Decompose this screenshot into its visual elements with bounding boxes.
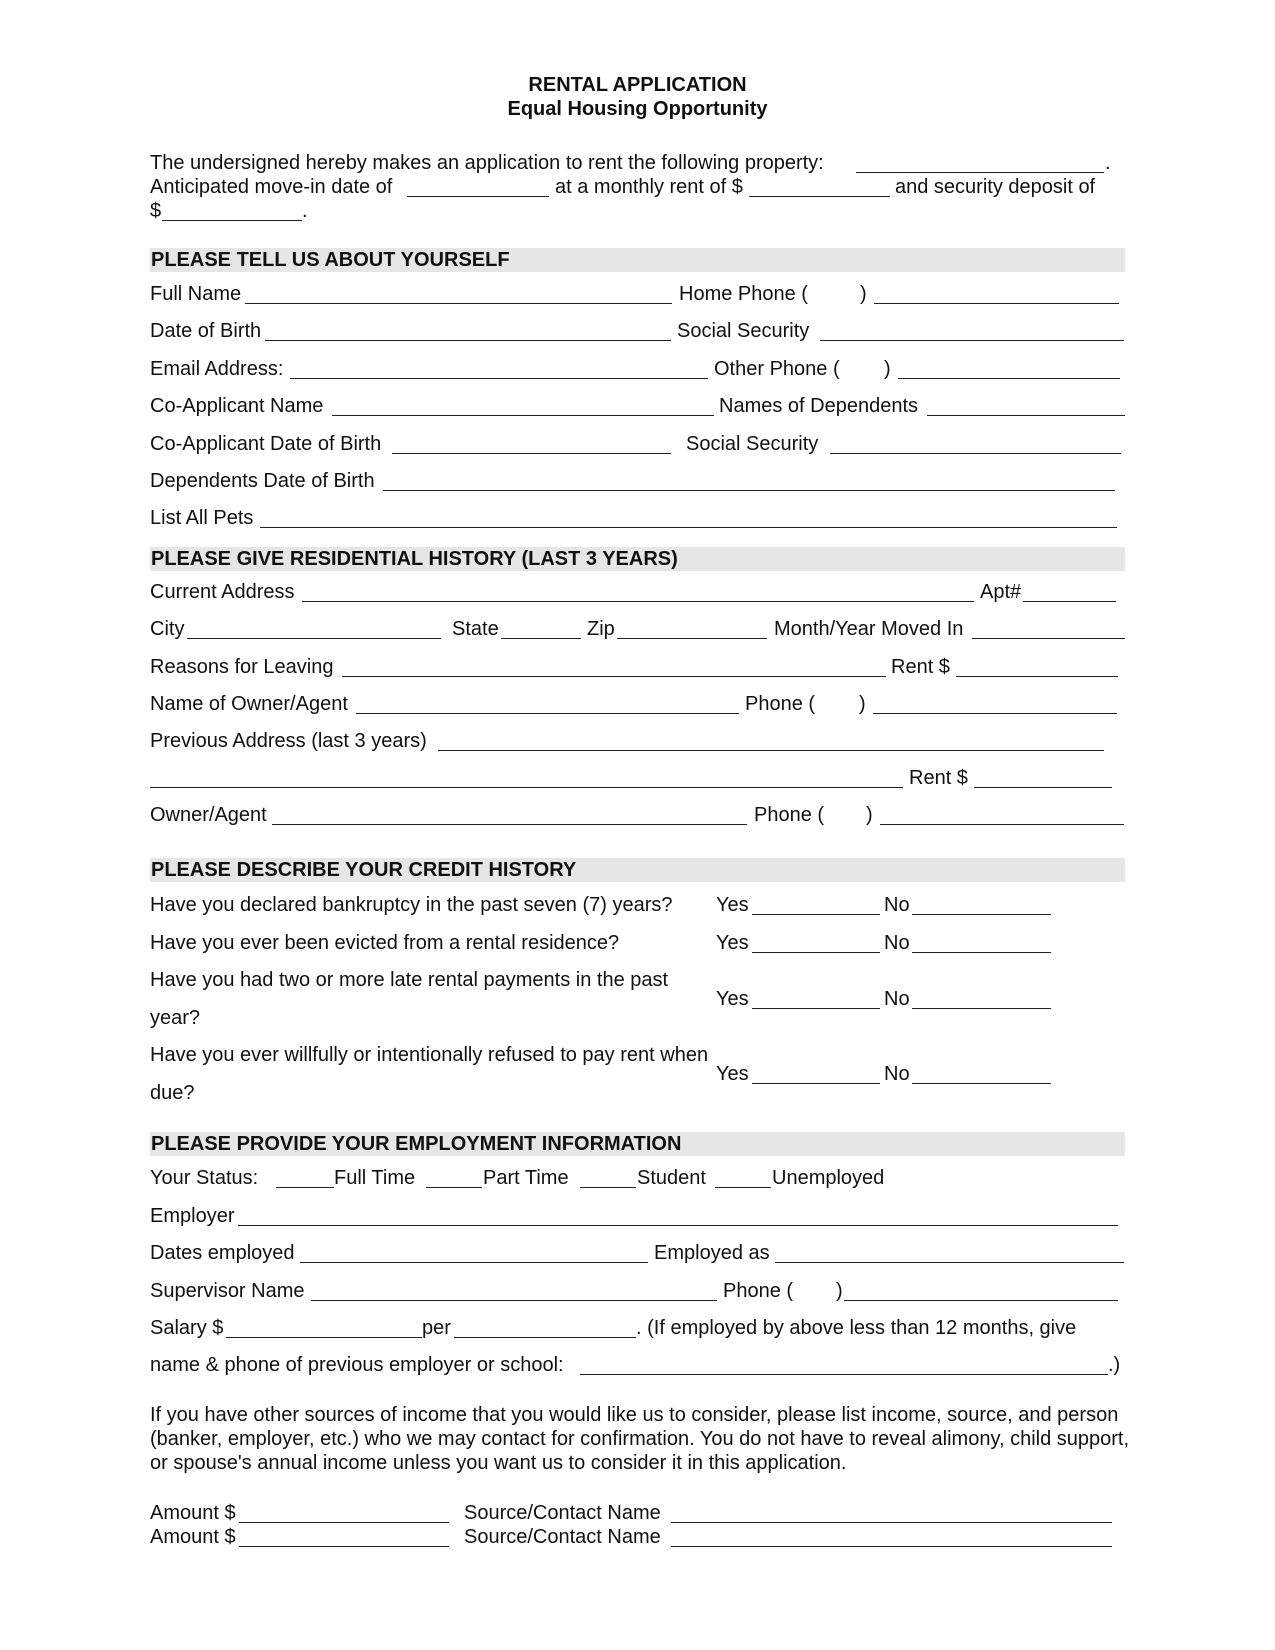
supervisor-phone-label: Phone (: [723, 1280, 794, 1302]
supervisor-field[interactable]: [311, 1300, 717, 1301]
refused-rent-yes-field[interactable]: [752, 1083, 880, 1084]
coapplicant-name-field[interactable]: [332, 415, 714, 416]
dependents-label: Names of Dependents: [719, 395, 919, 417]
owner-phone-field[interactable]: [873, 713, 1117, 714]
security-deposit-field[interactable]: [162, 220, 302, 221]
monthly-rent-label: at a monthly rent of $: [555, 176, 743, 198]
previous-address-field[interactable]: [438, 750, 1104, 751]
salary-field[interactable]: [226, 1337, 422, 1338]
previous-rent-field[interactable]: [974, 787, 1112, 788]
employed-as-field[interactable]: [775, 1262, 1124, 1263]
paren-close: ): [884, 358, 891, 380]
email-label: Email Address:: [150, 358, 284, 380]
city-label: City: [150, 618, 185, 640]
section-about-yourself: PLEASE TELL US ABOUT YOURSELF: [150, 248, 1125, 272]
paren-close: ): [860, 283, 867, 305]
section-credit-history: PLEASE DESCRIBE YOUR CREDIT HISTORY: [150, 858, 1125, 882]
coapplicant-name-label: Co-Applicant Name: [150, 395, 324, 417]
closing-paren: .): [1108, 1354, 1121, 1376]
ssn-field[interactable]: [820, 340, 1124, 341]
other-income-paragraph: If you have other sources of income that you would like us to consider, please list income, source, and person (banker, employer, etc.) who we may contact for confirmation. You do not have to reveal alimony, child support, or spouse's annual income unless you want us to consider it in this application.: [150, 1404, 1130, 1474]
bankruptcy-yes-field[interactable]: [752, 914, 880, 915]
yes-label: Yes: [716, 894, 749, 916]
previous-employer-field[interactable]: [580, 1374, 1108, 1375]
dependents-field[interactable]: [927, 415, 1125, 416]
unemployed-field[interactable]: [715, 1187, 771, 1188]
evicted-yes-field[interactable]: [752, 952, 880, 953]
no-label: No: [884, 894, 910, 916]
zip-field[interactable]: [617, 638, 767, 639]
no-label: No: [884, 932, 910, 954]
email-field[interactable]: [290, 378, 708, 379]
salary-label: Salary $: [150, 1317, 224, 1339]
source-1-field[interactable]: [671, 1522, 1112, 1523]
source-label: Source/Contact Name: [464, 1502, 661, 1524]
part-time-label: Part Time: [483, 1167, 569, 1189]
previous-address-label: Previous Address (last 3 years): [150, 730, 427, 752]
rent-field[interactable]: [956, 676, 1118, 677]
moved-in-field[interactable]: [972, 638, 1125, 639]
source-label: Source/Contact Name: [464, 1526, 661, 1548]
move-in-label: Anticipated move-in date of: [150, 176, 393, 198]
monthly-rent-field[interactable]: [749, 196, 890, 197]
credit-question-1: Have you declared bankruptcy in the past seven (7) years?: [150, 894, 673, 916]
paren-close: ): [859, 693, 866, 715]
coapplicant-dob-label: Co-Applicant Date of Birth: [150, 433, 382, 455]
apt-label: Apt#: [980, 581, 1022, 603]
amount-1-field[interactable]: [239, 1522, 449, 1523]
move-in-date-field[interactable]: [407, 196, 549, 197]
employed-as-label: Employed as: [654, 1242, 770, 1264]
paren-close: ): [836, 1280, 843, 1302]
student-field[interactable]: [580, 1187, 636, 1188]
city-field[interactable]: [187, 638, 441, 639]
period: .: [1105, 152, 1111, 174]
credit-question-4: Have you ever willfully or intentionally refused to pay rent when due?: [150, 1044, 709, 1104]
current-address-field[interactable]: [302, 601, 974, 602]
moved-in-label: Month/Year Moved In: [774, 618, 964, 640]
zip-label: Zip: [587, 618, 615, 640]
paren-close: ): [866, 804, 873, 826]
previous-owner-phone-label: Phone (: [754, 804, 825, 826]
dates-employed-label: Dates employed: [150, 1242, 295, 1264]
rent-label: Rent $: [891, 656, 950, 678]
reasons-field[interactable]: [342, 676, 886, 677]
supervisor-label: Supervisor Name: [150, 1280, 305, 1302]
late-payments-no-field[interactable]: [912, 1008, 1051, 1009]
credit-question-2: Have you ever been evicted from a rental residence?: [150, 932, 620, 954]
amount-label: Amount $: [150, 1502, 236, 1524]
no-label: No: [884, 988, 910, 1010]
home-phone-label: Home Phone (: [679, 283, 808, 305]
document-subtitle: Equal Housing Opportunity: [507, 98, 768, 120]
no-label: No: [884, 1063, 910, 1085]
unemployed-label: Unemployed: [772, 1167, 885, 1189]
owner-agent-name-label: Name of Owner/Agent: [150, 693, 348, 715]
other-phone-label: Other Phone (: [714, 358, 840, 380]
home-phone-field[interactable]: [874, 303, 1119, 304]
credit-question-3: Have you had two or more late rental payments in the past year?: [150, 969, 669, 1029]
ssn-label: Social Security: [677, 320, 810, 342]
dob-field[interactable]: [265, 340, 671, 341]
full-time-field[interactable]: [276, 1187, 334, 1188]
coapplicant-dob-field[interactable]: [392, 453, 671, 454]
apt-field[interactable]: [1023, 601, 1116, 602]
source-2-field[interactable]: [671, 1546, 1112, 1547]
dates-employed-field[interactable]: [300, 1262, 648, 1263]
previous-rent-label: Rent $: [909, 767, 968, 789]
owner-phone-label: Phone (: [745, 693, 816, 715]
amount-2-field[interactable]: [239, 1546, 449, 1547]
supervisor-phone-field[interactable]: [844, 1300, 1118, 1301]
previous-employer-label: name & phone of previous employer or school:: [150, 1354, 564, 1376]
full-time-label: Full Time: [334, 1167, 416, 1189]
pets-field[interactable]: [260, 527, 1117, 528]
part-time-field[interactable]: [426, 1187, 482, 1188]
yes-label: Yes: [716, 988, 749, 1010]
coapplicant-ssn-label: Social Security: [686, 433, 819, 455]
dependents-dob-label: Dependents Date of Birth: [150, 470, 375, 492]
owner-agent-name-field[interactable]: [356, 713, 739, 714]
coapplicant-ssn-field[interactable]: [830, 453, 1121, 454]
section-residential-history: PLEASE GIVE RESIDENTIAL HISTORY (LAST 3 YEARS): [150, 547, 1125, 571]
owner-agent-field[interactable]: [272, 824, 747, 825]
salary-period-field[interactable]: [454, 1337, 636, 1338]
reasons-label: Reasons for Leaving: [150, 656, 334, 678]
state-field[interactable]: [501, 638, 581, 639]
employer-field[interactable]: [238, 1225, 1118, 1226]
yes-label: Yes: [716, 1063, 749, 1085]
late-payments-yes-field[interactable]: [752, 1008, 880, 1009]
bankruptcy-no-field[interactable]: [912, 914, 1051, 915]
previous-employer-note: . (If employed by above less than 12 months, give: [636, 1317, 1077, 1339]
evicted-no-field[interactable]: [912, 952, 1051, 953]
previous-address-line2-field[interactable]: [150, 787, 903, 788]
security-deposit-label: and security deposit of: [895, 176, 1096, 198]
dollar-sign: $: [150, 200, 162, 222]
status-label: Your Status:: [150, 1167, 259, 1189]
intro-property-label: The undersigned hereby makes an application to rent the following property:: [150, 152, 824, 174]
previous-owner-phone-field[interactable]: [880, 824, 1124, 825]
student-label: Student: [637, 1167, 706, 1189]
pets-label: List All Pets: [150, 507, 254, 529]
state-label: State: [452, 618, 499, 640]
employer-label: Employer: [150, 1205, 235, 1227]
full-name-field[interactable]: [245, 303, 672, 304]
amount-label: Amount $: [150, 1526, 236, 1548]
property-field[interactable]: [856, 172, 1104, 173]
dependents-dob-field[interactable]: [383, 490, 1115, 491]
section-employment: PLEASE PROVIDE YOUR EMPLOYMENT INFORMATION: [150, 1132, 1125, 1156]
other-phone-field[interactable]: [898, 378, 1120, 379]
document-title: RENTAL APPLICATION: [528, 74, 747, 96]
per-label: per: [422, 1317, 451, 1339]
owner-agent-label: Owner/Agent: [150, 804, 267, 826]
yes-label: Yes: [716, 932, 749, 954]
dob-label: Date of Birth: [150, 320, 262, 342]
refused-rent-no-field[interactable]: [912, 1083, 1051, 1084]
full-name-label: Full Name: [150, 283, 242, 305]
current-address-label: Current Address: [150, 581, 295, 603]
period: .: [302, 200, 308, 222]
